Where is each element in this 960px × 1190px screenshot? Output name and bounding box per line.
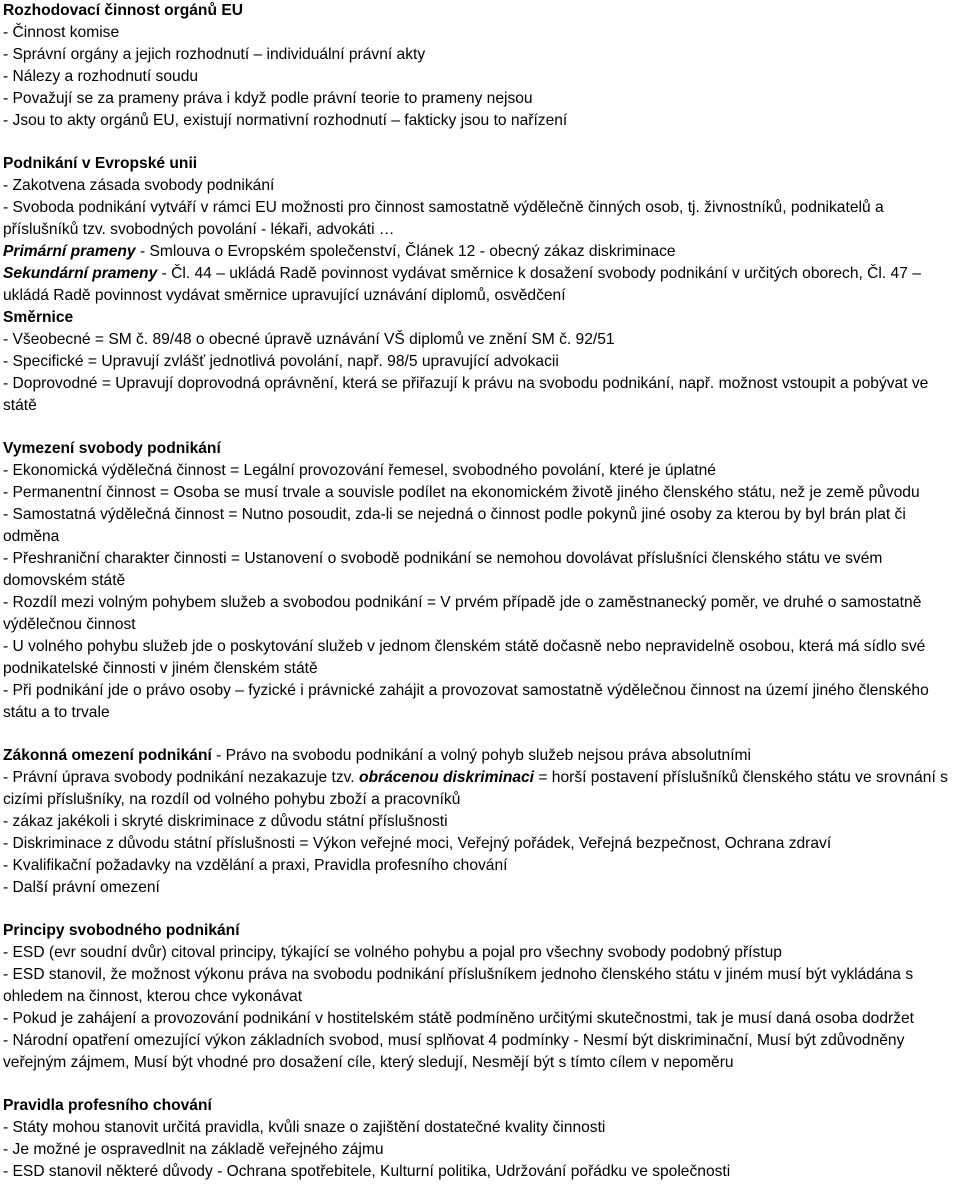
paragraph-spacer xyxy=(3,417,956,438)
list-item: - Ekonomická výdělečná činnost = Legální provozování řemesel, svobodného povolání, které je úplatné xyxy=(3,462,716,479)
section-heading: Principy svobodného podnikání xyxy=(3,922,240,939)
reverse-discrimination-term: obrácenou diskriminaci xyxy=(358,769,535,786)
list-item: - ESD stanovil, že možnost výkonu práva na svobodu podnikání příslušníkem jednoho členského státu v jiném musí být vykládána s ohledem na činnost, kterou chce vykonávat xyxy=(3,966,914,1005)
list-item: - Doprovodné = Upravují doprovodná oprávnění, která se přiřazují k právu na svobodu podnikání, např. možnost vstoupit a pobývat ve státě xyxy=(3,375,929,414)
list-item: - Jsou to akty orgánů EU, existují normativní rozhodnutí – fakticky jsou to nařízení xyxy=(3,112,568,129)
list-item: - Další právní omezení xyxy=(3,879,160,896)
list-item: - Kvalifikační požadavky na vzdělání a praxi, Pravidla profesního chování xyxy=(3,857,508,874)
list-item: - ESD (evr soudní dvůr) citoval principy, týkající se volného pohybu a pojal pro všechny svobody podobný přístup xyxy=(3,944,782,961)
section-heading: Rozhodovací činnost orgánů EU xyxy=(3,2,243,19)
section-heading: Pravidla profesního chování xyxy=(3,1097,212,1114)
list-item: - Rozdíl mezi volným pohybem služeb a svobodou podnikání = V prvém případě jde o zaměstnanecký poměr, ve druhé o samostatně výdělečnou činnost xyxy=(3,594,922,633)
section-legal-restrictions xyxy=(3,745,956,899)
list-item: - Svoboda podnikání vytváří v rámci EU možnosti pro činnost samostatně výdělečně činných osob, tj. živnostníků, podnikatelů a příslušníků tzv. svobodných povolání - lékaři, advokáti … xyxy=(3,199,884,238)
paragraph-spacer xyxy=(3,899,956,920)
section-heading: Vymezení svobody podnikání xyxy=(3,440,221,457)
list-item-text: = horší postavení příslušníků členského státu ve srovnání s cizími příslušníky, na rozdíl od volného pohybu zboží a pracovníků xyxy=(3,769,948,808)
list-item: - Nálezy a rozhodnutí soudu xyxy=(3,68,199,85)
section-heading-rest: - Právo na svobodu podnikání a volný pohyb služeb nejsou práva absolutními xyxy=(211,747,751,764)
section-heading: Zákonná omezení podnikání xyxy=(3,747,212,764)
list-item: - Diskriminace z důvodu státní příslušnosti = Výkon veřejné moci, Veřejný pořádek, Veřejná bezpečnost, Ochrana zdraví xyxy=(3,835,832,852)
secondary-sources-label: Sekundární prameny xyxy=(3,265,158,282)
paragraph-spacer xyxy=(3,724,956,745)
legal-restrictions-intro xyxy=(3,745,956,767)
primary-sources-line xyxy=(3,241,956,263)
section-professional-conduct xyxy=(3,1095,956,1183)
paragraph-spacer xyxy=(3,132,956,153)
section-decision-making xyxy=(3,0,956,132)
list-item: - zákaz jakékoli i skryté diskriminace z důvodu státní příslušnosti xyxy=(3,813,448,830)
list-item: - Správní orgány a jejich rozhodnutí – individuální právní akty xyxy=(3,46,426,63)
list-item: - Je možné je ospravedlnit na základě veřejného zájmu xyxy=(3,1141,384,1158)
list-item: - Specifické = Upravují zvlášť jednotlivá povolání, např. 98/5 upravující advokacii xyxy=(3,353,559,370)
list-item: - Při podnikání jde o právo osoby – fyzické i právnické zahájit a provozovat samostatně výdělečnou činnost na území jiného členského státu a to trvale xyxy=(3,682,929,721)
list-item: - Činnost komise xyxy=(3,24,120,41)
secondary-sources-line xyxy=(3,263,956,307)
primary-sources-label: Primární prameny xyxy=(3,243,136,260)
list-item: - Permanentní činnost = Osoba se musí trvale a souvisle podílet na ekonomickém životě jiného členského státu, než je země původu xyxy=(3,484,920,501)
section-definition-of-freedom xyxy=(3,438,956,724)
list-item: - Pokud je zahájení a provozování podnikání v hostitelském státě podmíněno určitými skutečnostmi, tak je musí daná osoba dodržet xyxy=(3,1010,914,1027)
list-item: - Považují se za prameny práva i když podle právní teorie to prameny nejsou xyxy=(3,90,533,107)
list-item: - U volného pohybu služeb jde o poskytování služeb v jednom členském státě dočasně nebo nepravidelně osobou, která má sídlo své podnikatelské činnosti v jiném členském státě xyxy=(3,638,926,677)
list-item: - ESD stanovil některé důvody - Ochrana spotřebitele, Kulturní politika, Udržování pořádku ve společnosti xyxy=(3,1163,731,1180)
section-business-in-eu xyxy=(3,153,956,417)
primary-sources-text: - Smlouva o Evropském společenství, Článek 12 - obecný zákaz diskriminace xyxy=(135,243,676,260)
list-item: - Samostatná výdělečná činnost = Nutno posoudit, zda-li se nejedná o činnost podle pokynů jiné osoby za kterou by byl brán plat či odměna xyxy=(3,506,906,545)
list-item: - Zakotvena zásada svobody podnikání xyxy=(3,177,275,194)
list-item xyxy=(3,767,956,811)
paragraph-spacer xyxy=(3,1074,956,1095)
list-item: - Národní opatření omezující výkon základních svobod, musí splňovat 4 podmínky - Nesmí být diskriminační, Musí být zdůvodněny veřejným zájmem, Musí být vhodné pro dosažení cíle, který sledují, Nesmějí být s tímto cílem v nepoměru xyxy=(3,1032,905,1071)
list-item: - Státy mohou stanovit určitá pravidla, kvůli snaze o zajištění dostatečné kvality činnosti xyxy=(3,1119,606,1136)
section-principles xyxy=(3,920,956,1074)
list-item-text: - Právní úprava svobody podnikání nezakazuje tzv. xyxy=(3,769,359,786)
section-heading: Podnikání v Evropské unii xyxy=(3,155,198,172)
list-item: - Všeobecné = SM č. 89/48 o obecné úpravě uznávání VŠ diplomů ve znění SM č. 92/51 xyxy=(3,331,615,348)
subheading-directives: Směrnice xyxy=(3,309,74,326)
list-item: - Přeshraniční charakter činnosti = Ustanovení o svobodě podnikání se nemohou dovolávat příslušníci členského státu ve svém domovském státě xyxy=(3,550,883,589)
secondary-sources-text: - Čl. 44 – ukládá Radě povinnost vydávat směrnice k dosažení svobody podnikání v určitých oborech, Čl. 47 – ukládá Radě povinnost vydávat směrnice upravující uznávání diplomů, osvědčení xyxy=(3,265,921,304)
